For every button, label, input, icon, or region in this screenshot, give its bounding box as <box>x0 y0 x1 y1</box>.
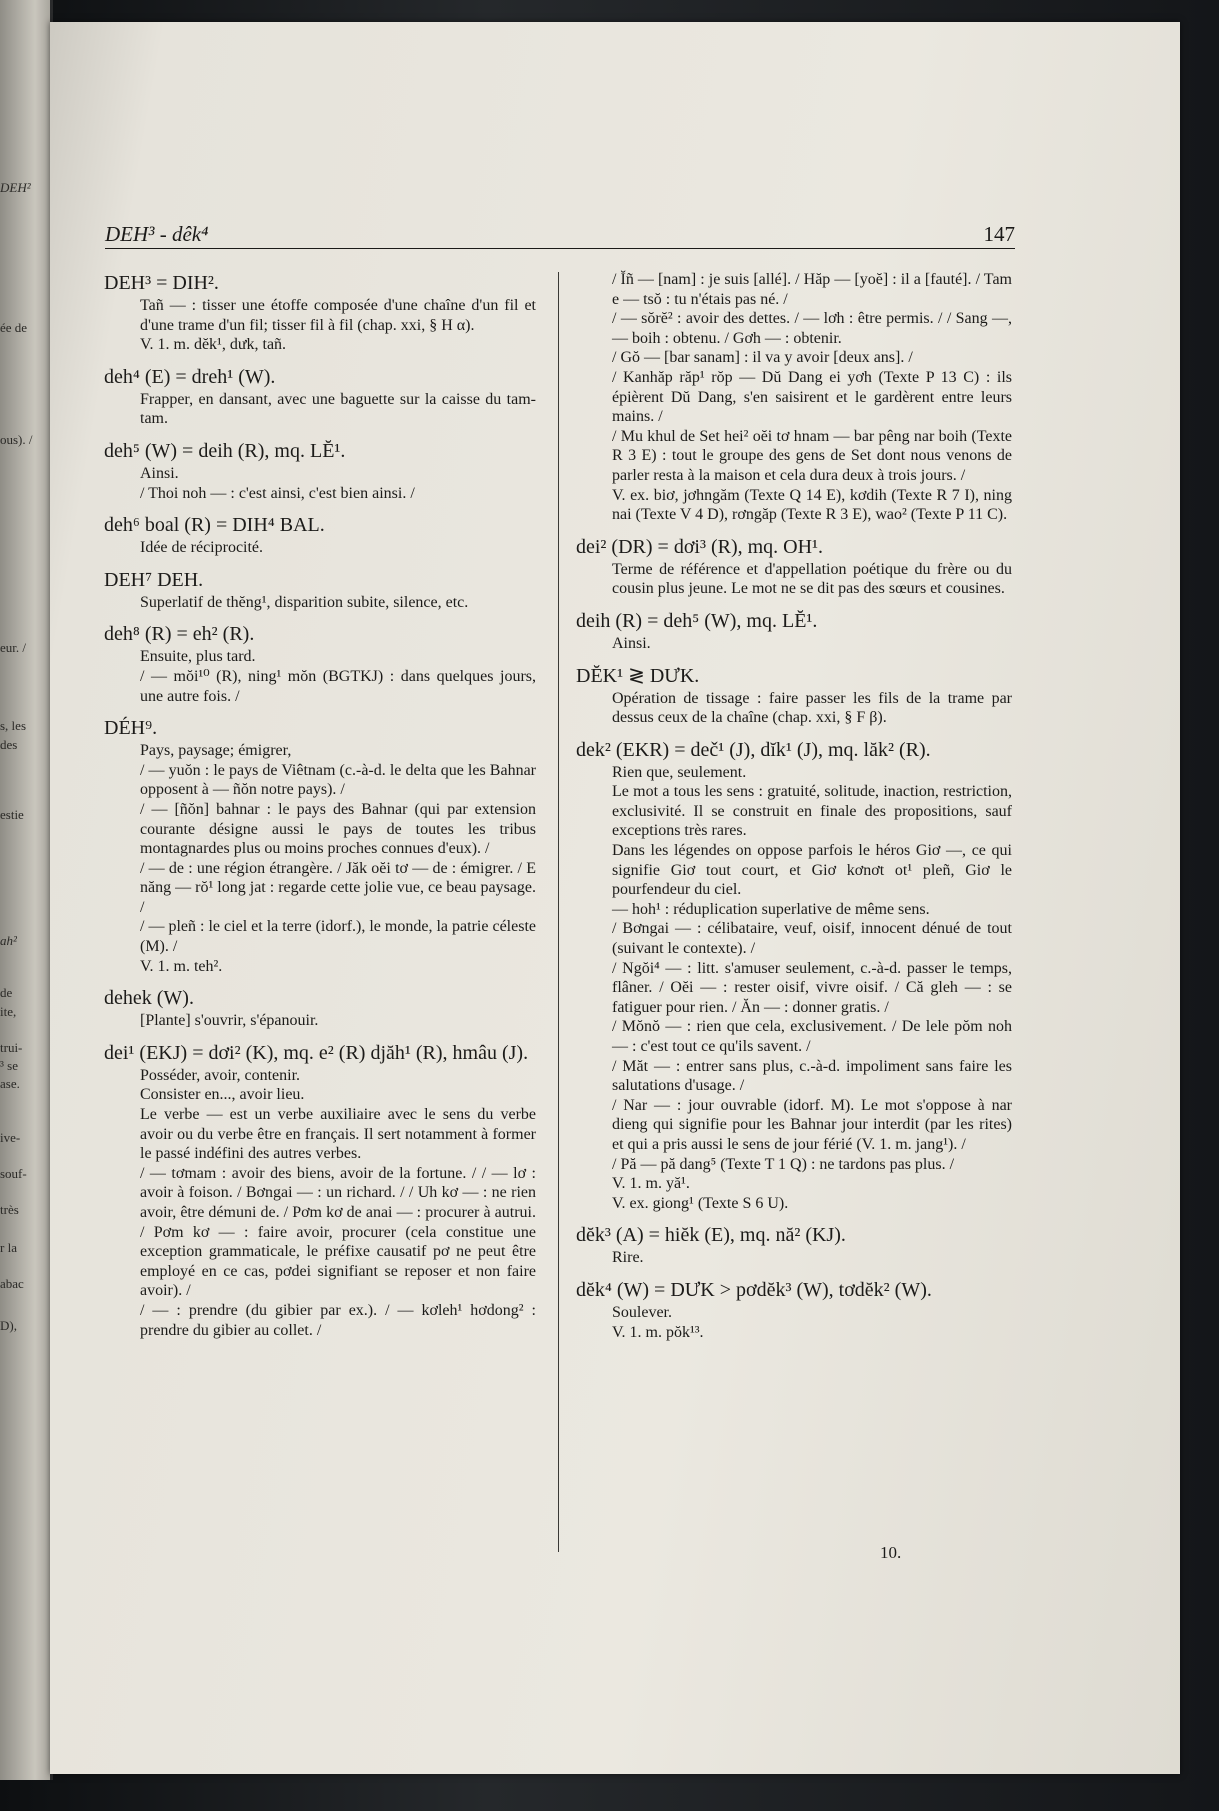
entry-headword: deh⁸ (R) = eh² (R). <box>104 623 255 646</box>
dictionary-entry <box>104 512 536 558</box>
entry-headword: DÉH⁹. <box>104 717 158 740</box>
dictionary-entry <box>104 1040 536 1340</box>
left-fragment: ah² <box>0 933 17 948</box>
entry-headword: deh⁴ (E) = dreh¹ (W). <box>104 365 276 388</box>
entry-headword: deh⁶ boal (R) = DIH⁴ BAL. <box>104 514 325 537</box>
entry-text: Rire. <box>612 1249 644 1267</box>
entry-text: / Mu khul de Set hei² oĕi tơ hnam — bar pêng nar boih (Texte R 3 E) : tout le groupe des gens de Set dont nous venons de parler resta à la maison et cela dura deux à trois jours. / <box>612 427 1012 484</box>
left-fragment: eur. / <box>0 640 26 655</box>
entry-text: Ainsi. <box>612 634 651 652</box>
entry-text: Soulever. <box>612 1303 672 1321</box>
left-fragment: s, les <box>0 718 26 733</box>
page-number: 147 <box>983 222 1015 246</box>
entry-headword: dei¹ (EKJ) = dơi² (K), mq. e² (R) djăh¹ (R), hmâu (J). <box>104 1041 529 1064</box>
entry-text: Rien que, seulement. <box>612 763 747 781</box>
page-header <box>55 196 1015 252</box>
left-fragment: ous). / <box>0 432 33 447</box>
left-fragment: ³ se <box>0 1058 18 1073</box>
left-fragment: abac <box>0 1276 24 1291</box>
dictionary-entry <box>104 985 536 1031</box>
left-fragment: ite, <box>0 1004 17 1019</box>
running-head: DEH³ - dêk⁴ <box>105 222 209 246</box>
dictionary-entry <box>576 1277 1012 1342</box>
entry-text: Le verbe — est un verbe auxiliaire avec le sens du verbe avoir ou du verbe être en français. Il sert notamment à former le passé indéfini des autres verbes. <box>140 1106 536 1163</box>
dictionary-entry <box>576 1222 1012 1268</box>
entry-text: / Gŏ — [bar sanam] : il va y avoir [deux ans]. / <box>612 349 913 367</box>
entry-text: Terme de référence et d'appellation poétique du frère ou du cousin plus jeune. Le mot ne se dit pas des sœurs et cousines. <box>612 560 1012 598</box>
entry-text: / Thoi noh — : c'est ainsi, c'est bien ainsi. / <box>140 484 415 502</box>
entry-headword: dĕk³ (A) = hiĕk (E), mq. nă² (KJ). <box>576 1224 846 1247</box>
entry-text: Consister en..., avoir lieu. <box>140 1086 305 1104</box>
left-column <box>104 270 536 1349</box>
entry-text: Ainsi. <box>140 464 179 482</box>
dictionary-entry <box>104 438 536 503</box>
dictionary-entry <box>576 270 1012 525</box>
dictionary-entry <box>576 737 1012 1214</box>
entry-text: / Măt — : entrer sans plus, c.-à-d. impoliment sans faire les salutations d'usage. / <box>612 1057 1012 1095</box>
dictionary-entry <box>104 270 536 355</box>
right-column <box>576 270 1012 1351</box>
left-fragment: ase. <box>0 1076 20 1091</box>
entry-text: V. 1. m. teh². <box>140 957 223 975</box>
entry-text: V. ex. giong¹ (Texte S 6 U). <box>612 1194 789 1212</box>
entry-text: / Ĭñ — [nam] : je suis [allé]. / Hăp — [yoĕ] : il a [fauté]. / Tam e — tsŏ : tu n'étais pas né. / <box>612 271 1012 308</box>
entry-text: V. ex. biơ, jơhngăm (Texte Q 14 E), kơdih (Texte R 7 I), ning nai (Texte V 4 D), rơngăp (Texte R 3 E), wao² (Texte P 11 C). <box>612 486 1012 524</box>
left-fragment: des <box>0 737 18 752</box>
entry-text: [Plante] s'ouvrir, s'épanouir. <box>140 1012 319 1030</box>
entry-text: V. 1. m. pŏk¹³. <box>612 1323 704 1341</box>
left-fragment: r la <box>0 1240 17 1255</box>
entry-headword: DEH³ = DIH². <box>104 272 219 294</box>
entry-text: / — de : une région étrangère. / Jăk oĕi tơ — de : émigrer. / E năng — rŏ¹ long jat : regarde cette jolie vue, ce beau paysage. / <box>140 859 536 916</box>
entry-text: / — tơmam : avoir des biens, avoir de la fortune. / / — lơ : avoir à foison. / Bơngai — : un richard. / / Uh kơ — : ne rien avoir, être démuni de. / Pơm kơ de anai — : procurer à autrui. / Pơm kơ — : faire avoir, procurer (cela constitue une exception grammaticale, le préfixe causatif pơ ne peut être employé en ce cas, pơdei signifiant se reposer et non faire avoir). / <box>140 1164 536 1300</box>
entry-text: Le mot a tous les sens : gratuité, solitude, inaction, restriction, exclusivité. Il se construit en finale des propositions, sauf exceptions très rares. <box>612 783 1012 840</box>
left-fragment: DEH² <box>0 180 31 195</box>
entry-text: Opération de tissage : faire passer les fils de la trame par dessus ceux de la chaîne (chap. xxi, § F β). <box>612 689 1012 727</box>
entry-text: / — : prendre (du gibier par ex.). / — kơleh¹ hơdong² : prendre du gibier au collet. / <box>140 1301 536 1339</box>
entry-text: / Mŏnŏ — : rien que cela, exclusivement. / De lele pŏm noh — : c'est tout ce qu'ils savent. / <box>612 1018 1012 1055</box>
entry-headword: deh⁵ (W) = deih (R), mq. LĔ¹. <box>104 439 346 462</box>
entry-headword: DEH⁷ DEH. <box>104 568 204 591</box>
entry-headword: DĔK¹ ≷ DƯK. <box>576 664 700 687</box>
entry-headword: dĕk⁴ (W) = DƯK > pơdĕk³ (W), tơdĕk² (W). <box>576 1278 932 1301</box>
left-fragment: trui- <box>0 1040 23 1055</box>
left-fragment: ée de <box>0 320 28 335</box>
entry-text: / — yuŏn : le pays de Viêtnam (c.-à-d. le delta que les Bahnar opposent à — ñŏn notre pays). / <box>140 761 536 799</box>
dictionary-entry <box>576 663 1012 728</box>
entry-text: Tañ — : tisser une étoffe composée d'une chaîne d'un fil et d'une trame d'un fil; tisser fil à fil (chap. xxi, § H α). <box>140 297 536 334</box>
dictionary-entry <box>104 621 536 706</box>
entry-text: / — [ñŏn] bahnar : le pays des Bahnar (qui par extension courante désigne aussi le pays de toutes les tribus montagnardes plus ou moins proches connues d'eux). / <box>140 800 536 858</box>
entry-headword: dehek (W). <box>104 987 194 1010</box>
dictionary-entry <box>576 534 1012 599</box>
left-fragment: de <box>0 985 13 1000</box>
left-fragment: souf- <box>0 1166 27 1181</box>
dictionary-entry <box>104 567 536 613</box>
entry-text: Ensuite, plus tard. <box>140 648 256 666</box>
dictionary-entry <box>576 608 1012 654</box>
entry-text: / Pă — pă dang⁵ (Texte T 1 Q) : ne tardons pas plus. / <box>612 1155 955 1173</box>
entry-text: V. 1. m. yă¹. <box>612 1175 690 1193</box>
header-rule <box>105 248 1015 249</box>
entry-text: / — mŏi¹⁰ (R), ning¹ mŏn (BGTKJ) : dans quelques jours, une autre fois. / <box>140 667 536 705</box>
column-divider <box>558 272 559 1552</box>
left-fragment: D), <box>0 1318 17 1333</box>
entry-text: / Ngŏi⁴ — : litt. s'amuser seulement, c.-à-d. passer le temps, flâner. / Oĕi — : rester oisif, vivre oisif. / Că gleh — : se fatiguer pour rien. / Ăn — : donner gratis. / <box>612 959 1012 1016</box>
entry-text: Idée de réciprocité. <box>140 539 264 557</box>
entry-headword: deih (R) = deh⁵ (W), mq. LĔ¹. <box>576 609 818 632</box>
entry-text: / Bơngai — : célibataire, veuf, oisif, innocent dénué de tout (suivant le contexte). / <box>612 920 1012 958</box>
entry-text: Dans les légendes on oppose parfois le héros Giơ —, ce qui signifie Giơ tout court, et Giơ kơnơt ot¹ pleñ, Giơ le pourfendeur du ciel. <box>612 842 1012 899</box>
left-fragment: ive- <box>0 1130 21 1145</box>
entry-text: / — sŏrĕ² : avoir des dettes. / — lơh : être permis. / / Sang —, — boih : obtenu. / Gơh — : obtenir. <box>612 310 1012 347</box>
left-page-edge <box>0 0 53 1780</box>
entry-text: / — pleñ : le ciel et la terre (idorf.), le monde, la patrie céleste (M). / <box>140 918 536 956</box>
entry-headword: dei² (DR) = dơi³ (R), mq. OH¹. <box>576 535 824 558</box>
entry-text: / Kanhăp răp¹ rŏp — Dŭ Dang ei yơh (Texte P 13 C) : ils épièrent Dŭ Dang, s'en saisirent et le gardèrent entre leurs mains. / <box>612 368 1012 426</box>
entry-text: Pays, paysage; émigrer, <box>140 742 292 760</box>
entry-text: — hoh¹ : réduplication superlative de même sens. <box>612 900 930 918</box>
entry-text: Superlatif de thĕng¹, disparition subite, silence, etc. <box>140 593 469 611</box>
entry-text: V. 1. m. dĕk¹, dưk, tañ. <box>140 336 287 354</box>
entry-text: Posséder, avoir, contenir. <box>140 1066 301 1084</box>
dictionary-entry <box>104 364 536 429</box>
entry-text: / Nar — : jour ouvrable (idorf. M). Le mot s'oppose à nar dieng qui signifie pour les Bahnar jour interdit (par les rites) et qui a pris aussi le sens de jour férié (V. 1. m. jang¹). / <box>612 1096 1012 1153</box>
entry-headword: dek² (EKR) = deč¹ (J), dĭk¹ (J), mq. lăk² (R). <box>576 738 931 761</box>
entry-text: Frapper, en dansant, avec une baguette sur la caisse du tam-tam. <box>140 390 536 428</box>
left-fragment: très <box>0 1202 19 1217</box>
signature-mark: 10. <box>880 1543 902 1562</box>
dictionary-entry <box>104 715 536 976</box>
left-fragment: estie <box>0 807 24 822</box>
